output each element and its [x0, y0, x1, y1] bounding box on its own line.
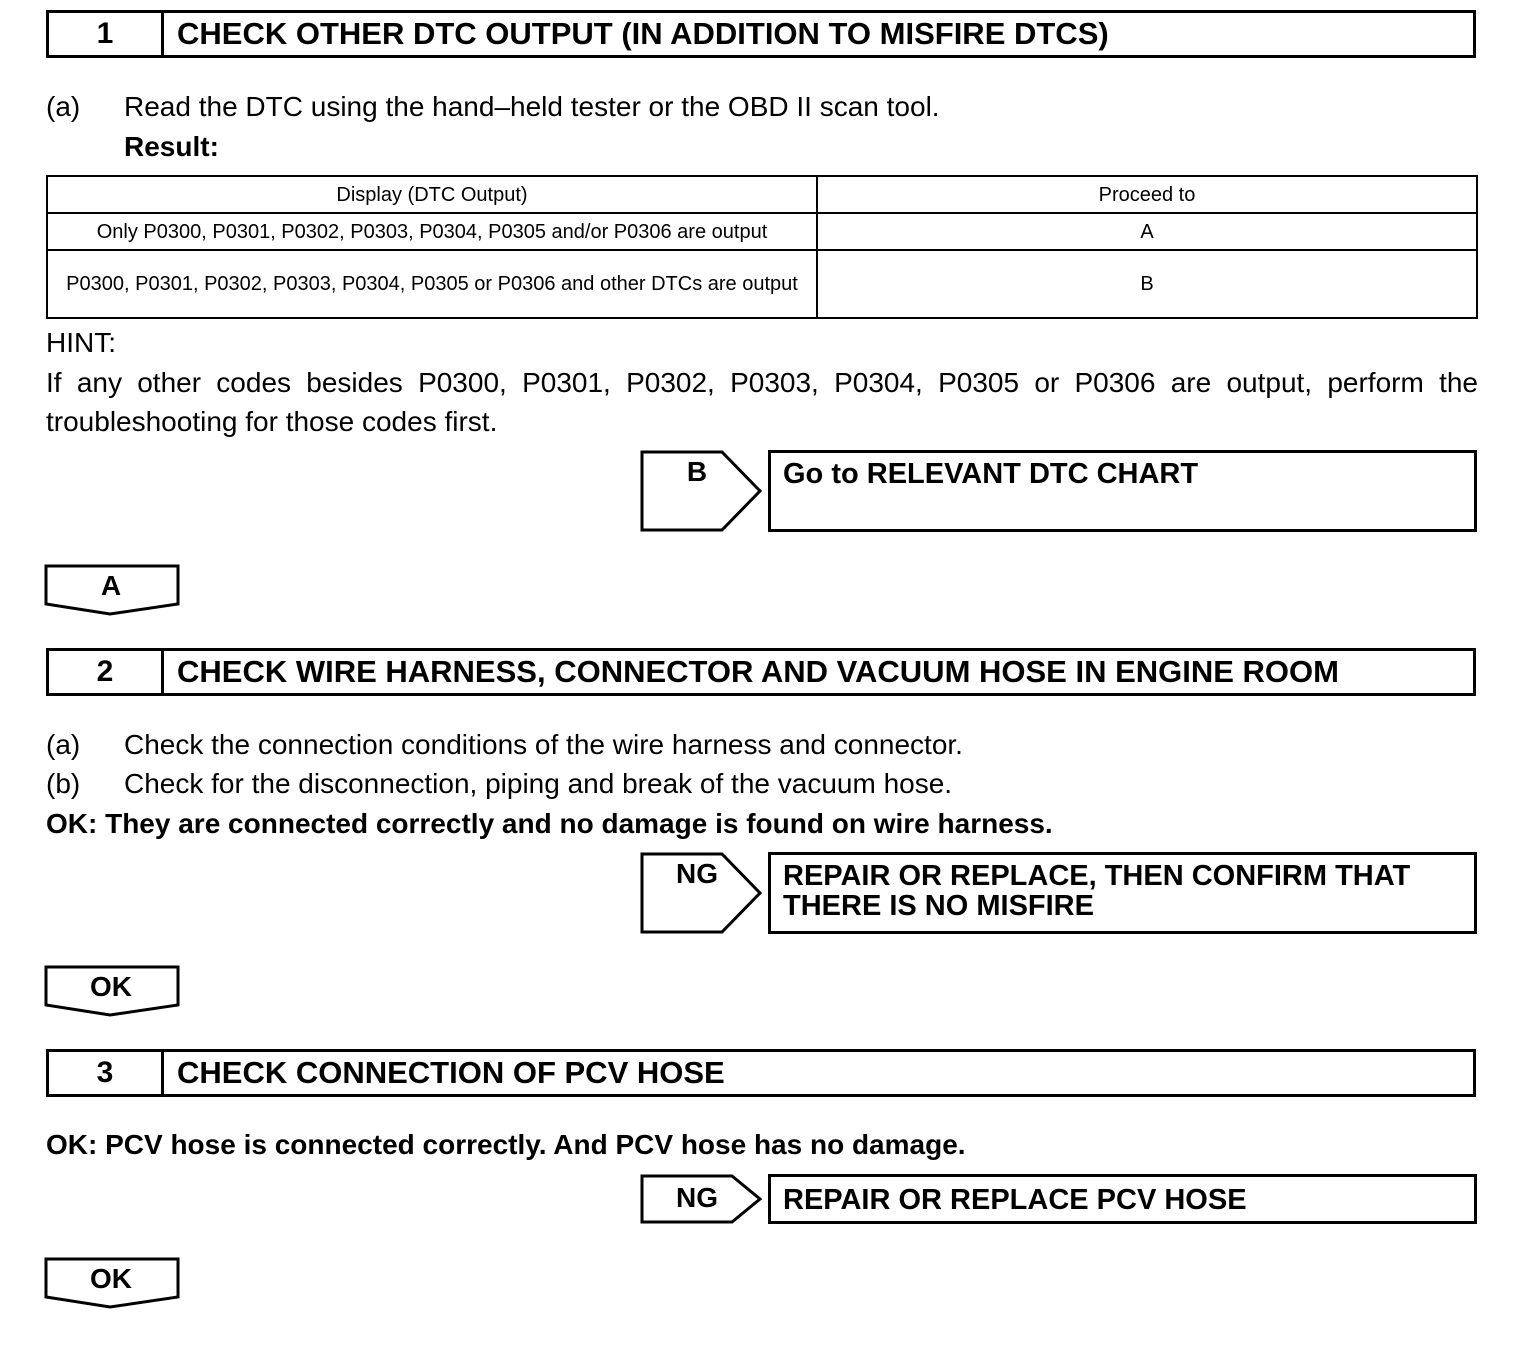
- instruction-text: Read the DTC using the hand–held tester or the OBD II scan tool.: [124, 91, 940, 122]
- step-number: 3: [49, 1052, 164, 1094]
- ok-criteria: OK: They are connected correctly and no damage is found on wire harness.: [46, 808, 1053, 839]
- step-title: CHECK CONNECTION OF PCV HOSE: [177, 1055, 725, 1090]
- instruction-text: Check the connection conditions of the wire harness and connector.: [124, 729, 963, 760]
- continue-tab-a: [44, 564, 184, 618]
- action-box: Go to RELEVANT DTC CHART: [768, 450, 1477, 532]
- branch-label: B: [686, 456, 708, 487]
- step-number: 1: [49, 13, 164, 55]
- result-label: Result:: [124, 131, 219, 162]
- branch-label: NG: [676, 858, 718, 889]
- table-cell: A: [817, 213, 1477, 250]
- action-box: [768, 852, 1477, 934]
- step-3-header: [46, 1049, 1476, 1097]
- table-row: [47, 250, 1477, 318]
- table-cell: B: [817, 250, 1477, 318]
- item-marker: (a): [46, 729, 81, 760]
- continue-tab-ok: [44, 1257, 184, 1311]
- hint-label: HINT:: [46, 327, 116, 358]
- table-cell: P0300, P0301, P0302, P0303, P0304, P0305 or P0306 and other DTCs are output: [47, 250, 817, 318]
- table-header-cell: Display (DTC Output): [47, 176, 817, 213]
- action-text: REPAIR OR REPLACE, THEN CONFIRM THAT: [783, 860, 1411, 892]
- instruction-text: Check for the disconnection, piping and break of the vacuum hose.: [124, 768, 953, 799]
- continue-label: OK: [90, 1263, 132, 1294]
- ok-criteria: OK: PCV hose is connected correctly. And PCV hose has no damage.: [46, 1129, 966, 1160]
- table-cell: Only P0300, P0301, P0302, P0303, P0304, P0305 and/or P0306 are output: [47, 213, 817, 250]
- table-header-cell: Proceed to: [817, 176, 1477, 213]
- table-row: [47, 213, 1477, 250]
- item-marker: (a): [46, 91, 81, 122]
- step-title: CHECK OTHER DTC OUTPUT (IN ADDITION TO MISFIRE DTCS): [177, 16, 1109, 51]
- branch-label: NG: [676, 1182, 718, 1213]
- hint-text: If any other codes besides P0300, P0301, P0302, P0303, P0304, P0305 or P0306 are output, perform the: [46, 367, 1478, 398]
- branch-arrow-ng: [640, 852, 766, 936]
- branch-arrow-b: [640, 450, 766, 534]
- result-table: [46, 175, 1478, 319]
- action-text: THERE IS NO MISFIRE: [783, 890, 1094, 922]
- item-marker: (b): [46, 768, 81, 799]
- step-1-header: [46, 10, 1476, 58]
- hint-text: troubleshooting for those codes first.: [46, 406, 498, 437]
- action-box: REPAIR OR REPLACE PCV HOSE: [768, 1174, 1477, 1224]
- continue-tab-ok: [44, 965, 184, 1019]
- step-2-header: [46, 648, 1476, 696]
- branch-arrow-ng: [640, 1174, 766, 1226]
- continue-label: A: [100, 570, 122, 601]
- table-header-row: [47, 176, 1477, 213]
- step-number: 2: [49, 651, 164, 693]
- continue-label: OK: [90, 971, 132, 1002]
- step-title: CHECK WIRE HARNESS, CONNECTOR AND VACUUM HOSE IN ENGINE ROOM: [177, 654, 1339, 689]
